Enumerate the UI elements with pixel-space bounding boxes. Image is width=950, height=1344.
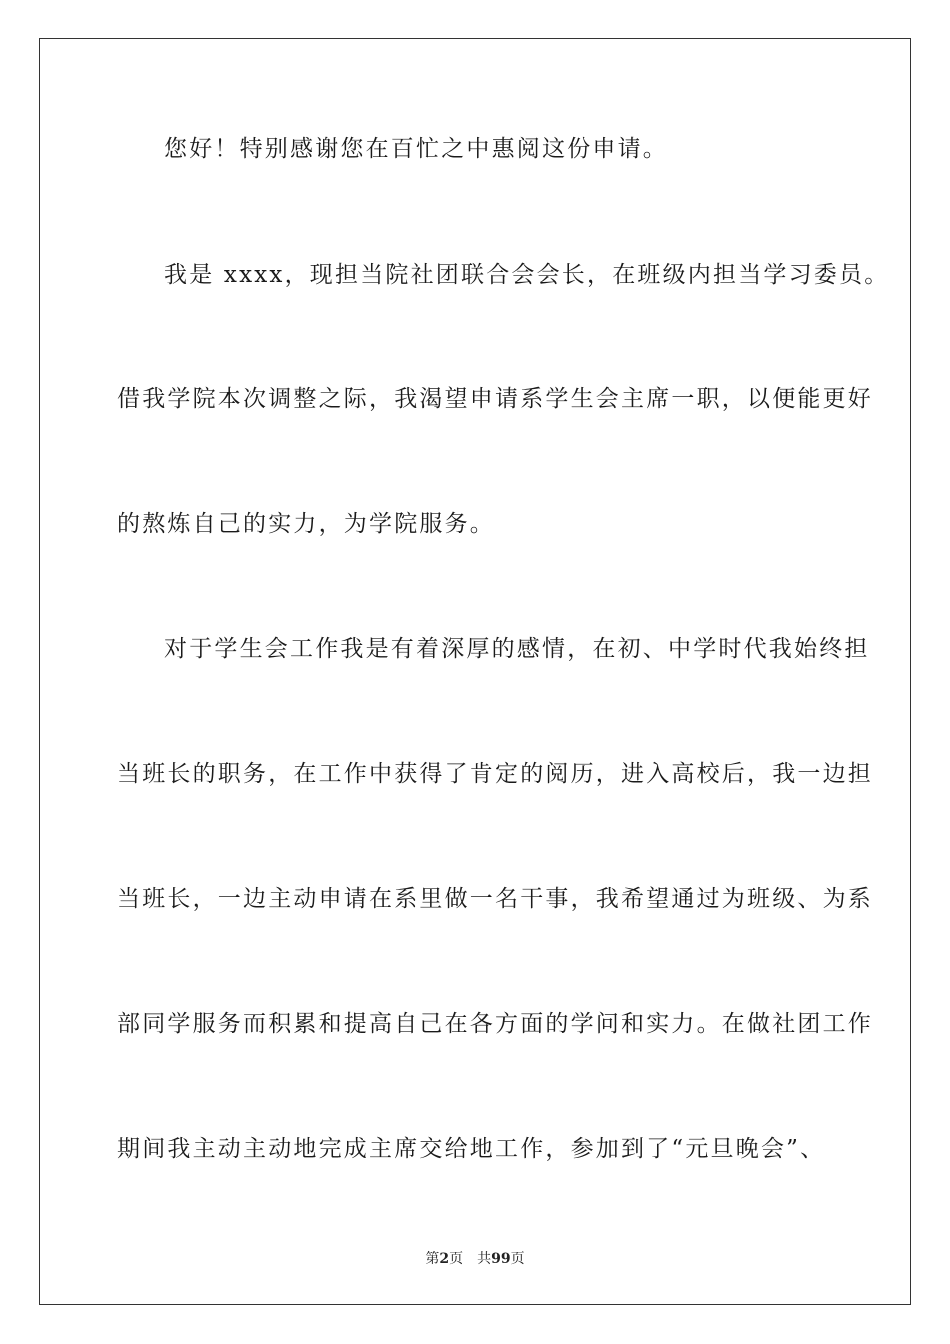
paragraph-line-9: 期间我主动主动地完成主席交给地工作，参加到了“元旦晚会”、 xyxy=(117,1136,826,1162)
paragraph-line-1: 您好！特别感谢您在百忙之中惠阅这份申请。 xyxy=(164,136,668,162)
paragraph-line-4: 的熬炼自己的实力，为学院服务。 xyxy=(117,511,495,537)
paragraph-line-6: 当班长的职务，在工作中获得了肯定的阅历，进入高校后，我一边担 xyxy=(117,761,873,787)
footer-page-prefix: 第 xyxy=(425,1251,440,1267)
footer-total-suffix: 页 xyxy=(510,1251,525,1267)
footer-total-pages: 99 xyxy=(491,1251,511,1267)
footer-page-suffix: 页 xyxy=(449,1251,464,1267)
page-footer xyxy=(0,1248,950,1268)
paragraph-line-7: 当班长，一边主动申请在系里做一名干事，我希望通过为班级、为系 xyxy=(117,886,873,912)
footer-total-prefix: 共 xyxy=(477,1251,492,1267)
paragraph-line-3: 借我学院本次调整之际，我渴望申请系学生会主席一职，以便能更好 xyxy=(117,386,873,412)
paragraph-line-8: 部同学服务而积累和提高自己在各方面的学问和实力。在做社团工作 xyxy=(117,1011,873,1037)
footer-page-number: 2 xyxy=(439,1251,450,1267)
paragraph-line-2: 我是 xxxx，现担当院社团联合会会长，在班级内担当学习委员。 xyxy=(164,262,890,288)
page-border xyxy=(39,38,911,1305)
paragraph-line-5: 对于学生会工作我是有着深厚的感情，在初、中学时代我始终担 xyxy=(164,636,870,662)
